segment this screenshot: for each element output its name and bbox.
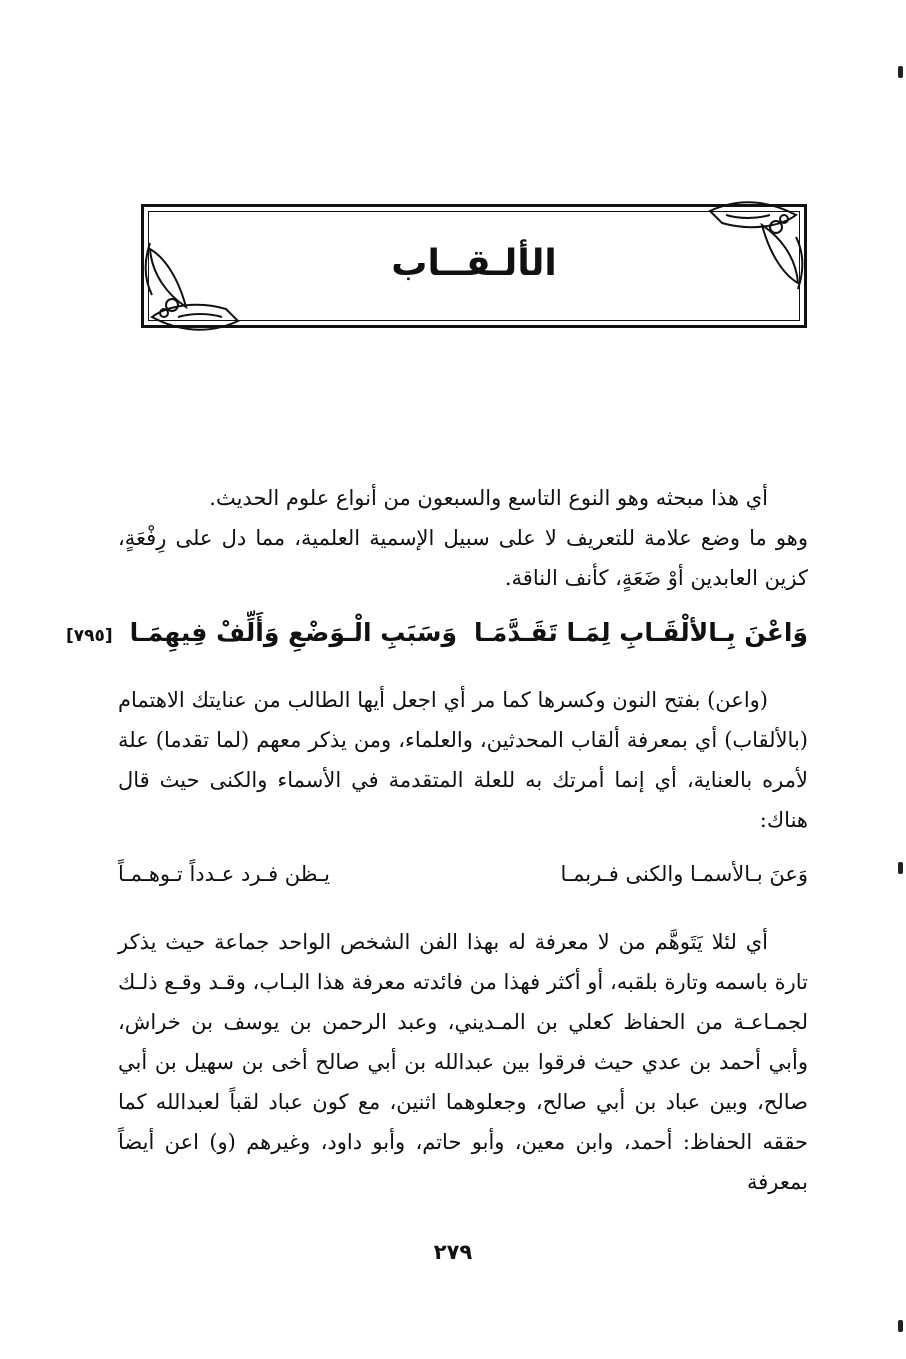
intro-paragraph: أي هذا مبحثه وهو النوع التاسع والسبعون من أنواع علوم الحديث. <box>209 486 768 510</box>
chapter-title: الألـقــاب <box>391 243 557 284</box>
verse-second-hemistich: يـظن فـرد عـدداً تـوهـمـاً <box>118 862 331 886</box>
commentary-paragraph: (واعن) بفتح النون وكسرها كما مر أي اجعل أيها الطالب من عنايتك الاهتمام (بالألقاب) أي بمعرفة ألقاب المحدثين، والعلماء، ومن يذكر معهم (لما تقدما) علة لأمره بالعناية، أي إنما أمرتك به للعلة المتقدمة في الأسماء والكنى حيث قال هناك: <box>118 688 808 832</box>
margin-mark <box>898 862 903 874</box>
page-number: ٢٧٩ <box>433 1240 473 1264</box>
margin-mark <box>898 66 903 78</box>
intro-paragraph: وهو ما وضع علامة للتعريف لا على سبيل الإسمية العلمية، مما دل على رِفْعَةٍ، كزين العابدين أوْ ضَعَةٍ، كأنف الناقة. <box>118 526 808 590</box>
commentary-block-1 <box>118 680 808 840</box>
chapter-title-frame <box>141 204 807 328</box>
commentary-paragraph: أي لئلا يَتَوهَّم من لا معرفة له بهذا الفن الشخص الواحد جماعة حيث يذكر تارة باسمه وتارة بلقبه، أو أكثر فهذا من فائدته معرفة هذا البـاب، وقـد وقـع ذلـك لجمـاعـة من الحفاظ كعلي بن المـديني، وعبد الرحمن بن يوسف بن خراش، وأبي أحمد بن عدي حيث فرقوا بين عبدالله بن أبي صالح أخى بن سهيل بن أبي صالح، وبين عباد بن أبي صالح، وجعلوهما اثنين، مع كون عباد لقباً لعبدالله كما حققه الحفاظ: أحمد، وابن معين، وأبو حاتم، وأبو داود، وغيرهم (و) اعن أيضاً بمعرفة <box>118 930 808 1194</box>
commentary-block-2 <box>118 922 808 1202</box>
intro-block <box>118 478 808 598</box>
verse-first-hemistich: وَاعْنَ بِـالألْقَـابِ لِمَـا تَقَـدَّمَـا <box>473 618 808 647</box>
verse-second-hemistich: وَسَبَبِ الْـوَضْعِ وَأَلِّفْ فِيهِمَـا <box>129 618 458 647</box>
verse-795 <box>66 618 808 647</box>
margin-mark <box>898 1320 903 1332</box>
verse-number: [٧٩٥] <box>66 626 113 646</box>
verse-first-hemistich: وَعنَ بـالأسمـا والكنى فـربمـا <box>560 862 808 886</box>
quoted-verse <box>118 862 808 886</box>
